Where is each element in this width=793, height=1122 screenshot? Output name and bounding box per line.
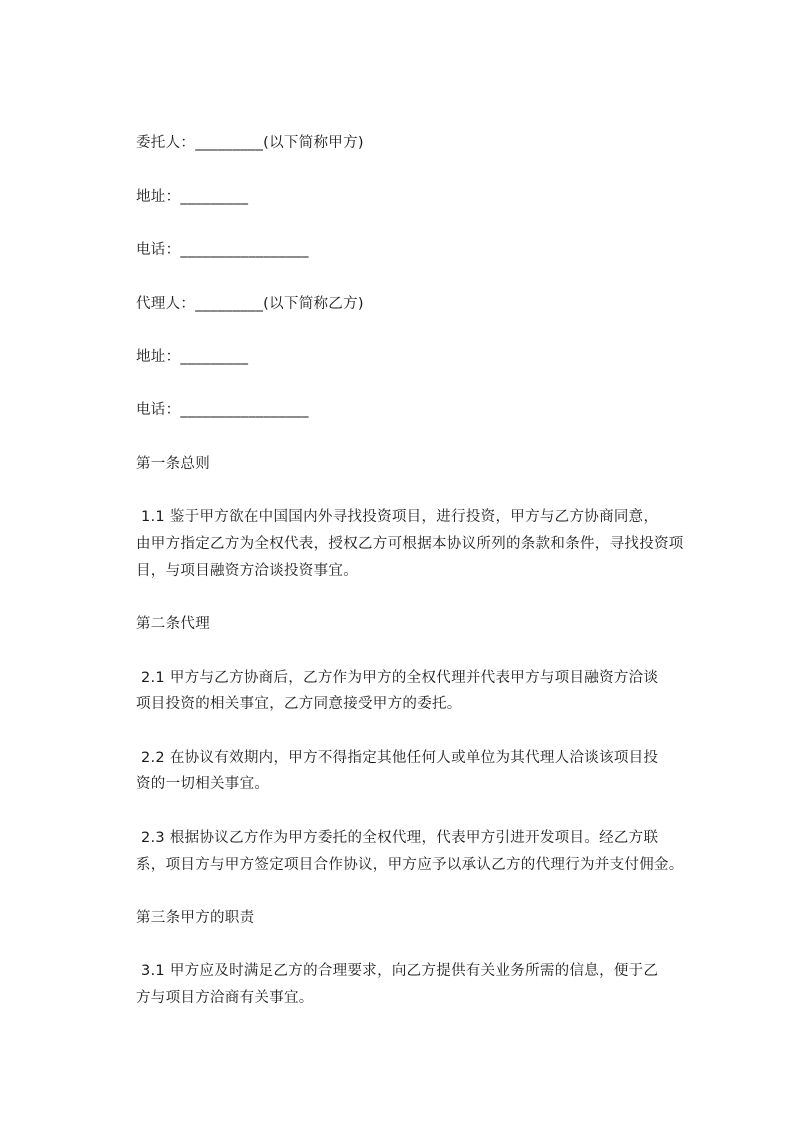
article2-para3-line2: 系，项目方与甲方签定项目合作协议，甲方应予以承认乙方的代理行为并支付佣金。 [136, 857, 684, 873]
article3-para1-line1: 3.1 甲方应及时满足乙方的合理要求，向乙方提供有关业务所需的信息，便于乙 [141, 963, 659, 979]
agent-phone: 电话：_________________ [136, 402, 309, 418]
article3-heading: 第三条甲方的职责 [136, 910, 255, 926]
article2-heading: 第二条代理 [136, 616, 210, 632]
client-phone: 电话：_________________ [136, 242, 309, 258]
article1-heading: 第一条总则 [136, 456, 210, 472]
article1-para1-line1: 1.1 鉴于甲方欲在中国国内外寻找投资项目，进行投资，甲方与乙方协商同意， [141, 509, 659, 525]
client-address: 地址：_________ [136, 189, 249, 205]
article1-para1-line3: 目，与项目融资方洽谈投资事宜。 [136, 563, 358, 579]
article2-para1-line1: 2.1 甲方与乙方协商后，乙方作为甲方的全权代理并代表甲方与项目融资方洽谈 [141, 670, 659, 686]
client-line: 委托人：_________(以下简称甲方) [136, 135, 364, 151]
article2-para2-line2: 资的一切相关事宜。 [136, 776, 270, 792]
article1-para1-line2: 由甲方指定乙方为全权代表，授权乙方可根据本协议所列的条款和条件，寻找投资项 [136, 536, 684, 552]
article2-para3-line1: 2.3 根据协议乙方作为甲方委托的全权代理，代表甲方引进开发项目。经乙方联 [141, 830, 659, 846]
agent-address: 地址：_________ [136, 349, 249, 365]
article2-para1-line2: 项目投资的相关事宜，乙方同意接受甲方的委托。 [136, 696, 462, 712]
article3-para1-line2: 方与项目方洽商有关事宜。 [136, 990, 314, 1006]
article2-para2-line1: 2.2 在协议有效期内，甲方不得指定其他任何人或单位为其代理人洽谈该项目投 [141, 750, 659, 766]
agent-line: 代理人：_________(以下简称乙方) [136, 296, 364, 312]
